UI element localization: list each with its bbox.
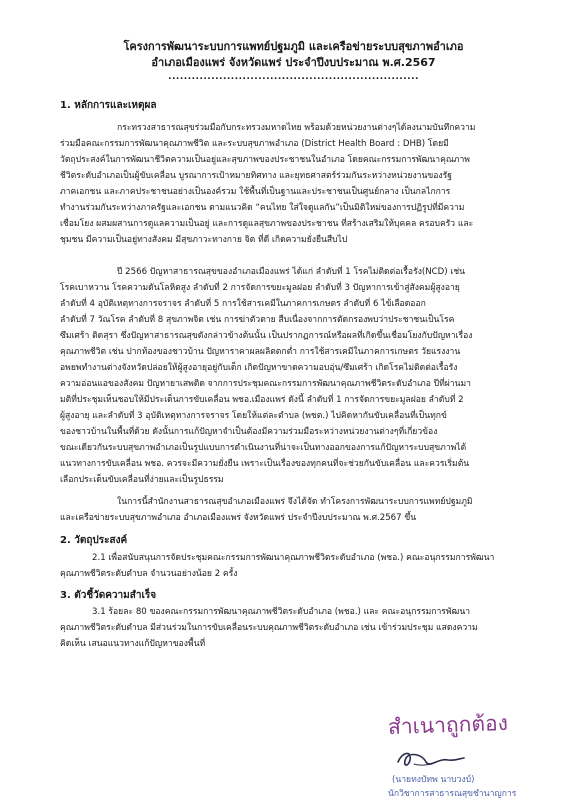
- paragraph-line: ในการนี้สำนักงานสาธารณสุขอำเภอเมืองแพร่ จึงได้จัด ทำโครงการพัฒนาระบบการแพทย์ปฐมภูมิ: [117, 497, 473, 507]
- document-title-line-2: อำเภอเมืองแพร่ จังหวัดแพร่ ประจำปีงบประมาณ พ.ศ.2567: [151, 56, 436, 69]
- paragraph-line: อพยพทำงานต่างจังหวัดปล่อยให้ผู้สูงอายุอยู่กับเด็ก เกิดปัญหาขาดความอบอุ่น/ซึมเศร้า เกิดโรคไม่ติดต่อเรื้อรัง: [60, 363, 458, 373]
- signature-image: [392, 746, 472, 772]
- paragraph-line: ลำดับที่ 7 วัณโรค ลำดับที่ 8 สุขภาพจิต เช่น การฆ่าตัวตาย สืบเนื่องจากการตัดกรองพบว่าประชาชนเป็นโรค: [60, 315, 455, 325]
- paragraph-line: ชุมชน มีความเป็นอยู่ทางสังคม มีสุขภาวะทางกาย จิต ที่ดี เกิดความยั่งยืนสืบไป: [60, 235, 348, 245]
- paragraph-line: วัตถุประสงค์ในการพัฒนาชีวิตความเป็นอยู่และสุขภาพของประชาชนในอำเภอ โดยคณะกรรมการพัฒนาคุณภาพ: [60, 155, 470, 165]
- title-divider: ................................................................: [168, 72, 419, 82]
- section-1-heading: 1. หลักการและเหตุผล: [60, 100, 157, 111]
- paragraph-line: ของชาวบ้านในพื้นที่ด้วย ดังนั้นการแก้ปัญหาจำเป็นต้องมีความร่วมมือระหว่างหน่วยงานต่างๆที่เกี่ยวข้อง: [60, 427, 438, 437]
- paragraph-line: กระทรวงสาธารณสุขร่วมมือกับกระทรวงมหาดไทย พร้อมด้วยหน่วยงานต่างๆได้ลงนามบันทึกความ: [117, 123, 476, 133]
- certified-copy-stamp: สำเนาถูกต้อง: [387, 710, 509, 740]
- paragraph-line: เลือกประเด็นขับเคลื่อนที่ง่ายและเป็นรูปธรรม: [60, 475, 224, 485]
- signer-position: นักวิชาการสาธารณสุขชำนาญการ: [388, 789, 517, 799]
- paragraph-line: และเครือข่ายระบบสุขภาพอำเภอ อำเภอเมืองแพร่ จังหวัดแพร่ ประจำปีงบประมาณ พ.ศ.2567 ขึ้น: [60, 513, 417, 523]
- paragraph-line: ขณะเดียวกันระบบสุขภาพอำเภอเป็นรูปแบบการดำเนินงานที่น่าจะเป็นทางออกของการแก้ปัญหาระบบสุขภาพได้: [60, 443, 467, 453]
- section-3-heading: 3. ตัวชี้วัดความสำเร็จ: [60, 590, 157, 601]
- paragraph-line: คุณภาพชีวิต เช่น ปากท้องของชาวบ้าน ปัญหาราคาผลผลิตตกต่ำ การใช้สารเคมีในภาคการเกษตร วัยแรงงาน: [60, 347, 461, 357]
- paragraph-line: ภาคเอกชน และภาคประชาชนอย่างเป็นองค์รวม ใช้พื้นที่เป็นฐานและประชาชนเป็นศูนย์กลาง เป็นกลไกการ: [60, 187, 451, 197]
- paragraph-line: ลำดับที่ 4 อุบัติเหตุทางการจราจร ลำดับที่ 5 การใช้สารเคมีในภาคการเกษตร ลำดับที่ 6 ไข้เลือดออก: [60, 299, 426, 309]
- paragraph-line: คุณภาพชีวิตระดับตำบล จำนวนอย่างน้อย 2 ครั้ง: [60, 569, 238, 579]
- paragraph-line: เชื่อมโยง ผสมผสานการดูแลความเป็นอยู่ และการดูแลสุขภาพของประชาชน ที่สร้างเสริมให้บุคคล ครอบครัว และ: [60, 219, 474, 229]
- paragraph-line: ชีวิตระดับอำเภอเป็นผู้ขับเคลื่อน บูรณาการเป้าหมายทิศทาง และยุทธศาสตร์ร่วมกันระหว่างหน่วยงานของรัฐ: [60, 171, 452, 181]
- paragraph-line: ปี 2566 ปัญหาสาธารณสุขของอำเภอเมืองแพร่ ได้แก่ ลำดับที่ 1 โรคไม่ติดต่อเรื้อรัง(NCD) เช่น: [117, 267, 466, 277]
- paragraph-line: 3.1 ร้อยละ 80 ของคณะกรรมการพัฒนาคุณภาพชีวิตระดับอำเภอ (พชอ.) และ คณะอนุกรรมการพัฒนา: [92, 607, 471, 617]
- paragraph-line: ร่วมมือคณะกรรมการพัฒนาคุณภาพชีวิต และระบบสุขภาพอำเภอ (District Health Board : DHB) โดยมี: [60, 139, 449, 149]
- paragraph-line: ผู้สูงอายุ และลำดับที่ 3 อุบัติเหตุทางการจราจร โดยให้แต่ละตำบล (พชต.) ไปคิดหากันขับเคลื่อนที่เป็นทุกข์: [60, 411, 447, 421]
- paragraph-line: แนวทางการขับเคลื่อน พชอ. ควรจะมีความยั่งยืน เพราะเป็นเรื่องของทุกคนที่จะช่วยกันขับเคลื่อน และควรเริ่มต้น: [60, 459, 470, 469]
- document-title-line-1: โครงการพัฒนาระบบการแพทย์ปฐมภูมิ และเครือข่ายระบบสุขภาพอำเภอ: [123, 40, 464, 53]
- paragraph-line: มติที่ประชุมเห็นชอบให้มีประเด็นการขับเคลื่อน พชอ.เมืองแพร่ ดังนี้ ลำดับที่ 1 การจัดการขยะมูลฝอย ลำดับที่ 2: [60, 395, 464, 405]
- paragraph-line: คุณภาพชีวิตระดับตำบล มีส่วนร่วมในการขับเคลื่อนระบบคุณภาพชีวิตระดับอำเภอ เช่น เข้าร่วมประชุม แสดงความ: [60, 623, 478, 633]
- paragraph-line: ซึมเศร้า ติดสุรา ซึ่งปัญหาสาธารณสุขดังกล่าวข้างต้นนั้น เป็นปรากฏการณ์หรือผลที่เกิดขึ้นเชื่อมโยงกับปัญหาเรื่อง: [60, 331, 473, 341]
- signer-name: (นายทงบัทพ นาบวงบ์): [392, 775, 475, 785]
- paragraph-line: ความอ่อนแอของสังคม ปัญหายาเสพติด จากการประชุมคณะกรรมการพัฒนาคุณภาพชีวิตระดับอำเภอ ปีที่ผ่านมา: [60, 379, 471, 389]
- section-2-heading: 2. วัตถุประสงค์: [60, 535, 128, 546]
- paragraph-line: โรคเบาหวาน โรคความดันโลหิตสูง ลำดับที่ 2 การจัดการขยะมูลฝอย ลำดับที่ 3 ปัญหาการเข้าสู่สังคมผู้สูงอายุ: [60, 283, 460, 293]
- paragraph-line: 2.1 เพื่อสนับสนุนการจัดประชุมคณะกรรมการพัฒนาคุณภาพชีวิตระดับอำเภอ (พชอ.) คณะอนุกรรมการพัฒนา: [92, 553, 495, 563]
- paragraph-line: คิดเห็น เสนอแนวทางแก้ปัญหาของพื้นที่: [60, 639, 206, 649]
- paragraph-line: ทำงานร่วมกันระหว่างภาครัฐและเอกชน ตามแนวคิด “คนไทย ใส่ใจดูแลกัน”เป็นมิติใหม่ของการปฏิรูปที่มีความ: [60, 203, 465, 213]
